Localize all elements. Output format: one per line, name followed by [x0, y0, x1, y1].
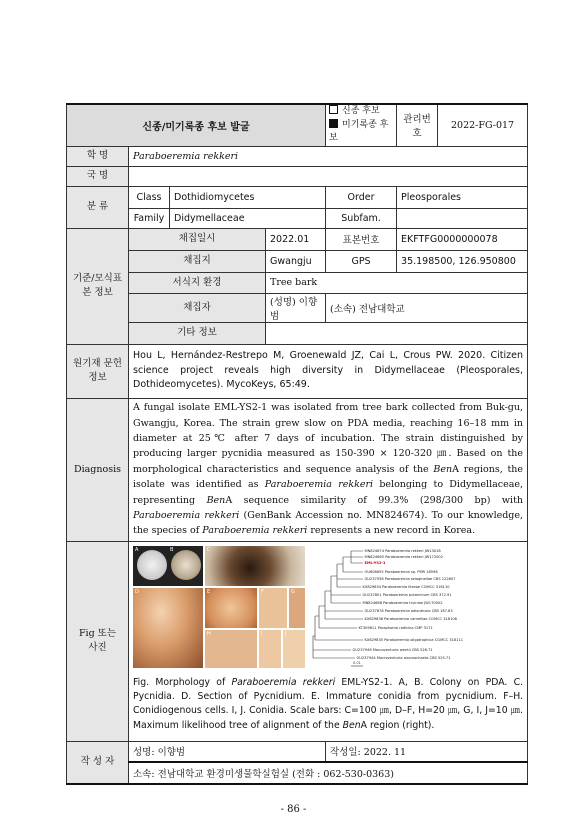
candidate-type-options [326, 104, 397, 146]
panel-label: J [285, 630, 287, 637]
tree-taxon-labels [353, 549, 464, 660]
colony-reverse-icon [171, 550, 201, 580]
tree-taxon-label: GU237946 Macroventuria wentii CBS 526.71 [352, 647, 433, 652]
gps-label: GPS [326, 250, 397, 272]
checkbox-empty-icon[interactable] [329, 105, 338, 114]
korean-name-label: 국 명 [67, 166, 129, 186]
photo-g-conidiogenous [289, 588, 305, 628]
photo-j-conidia [283, 630, 305, 668]
subfamily-value [397, 208, 528, 228]
author-name: 성명: 이향범 [129, 741, 326, 762]
option-unrecorded-species[interactable]: 미기록종 후보 [329, 119, 389, 143]
diagnosis-label: Diagnosis [67, 398, 129, 541]
scientific-name-value: Paraboeremia rekkeri [129, 146, 528, 166]
tree-branches [313, 551, 363, 658]
checkbox-filled-icon[interactable] [329, 119, 338, 128]
family-label: Family [129, 208, 170, 228]
panel-label: A [135, 546, 139, 553]
figure-label: Fig 또는 사진 [67, 541, 129, 741]
tree-taxon-label: MN824668 Paraboeremia truiniae JW170002 [362, 600, 443, 605]
collector-affiliation: (소속) 전남대학교 [326, 293, 528, 322]
collector-name: (성명) 이향범 [266, 293, 326, 322]
tree-taxon-label: EML-YS2-1 [364, 560, 386, 565]
photo-h-conidiogenous [205, 630, 257, 668]
candidate-species-table [66, 103, 528, 785]
diagnosis-text: A fungal isolate EML-YS2-1 was isolated from tree bark collected from Buk-gu, Gwangju, Korea. The strain grew slow on PDA media, reaching 16–18 mm in diameter at 25℃ after 7 days of incubation. The strain distinguished by producing larger pycnidia measured as 150-390 × 120-320 ㎛. Based on the morphological characteristics and sequence analysis of the BenA regions, the isolate was identified as Paraboeremia rekkeri belonging to Didymellaceae, representing BenA sequence similarity of 99.3% (298/300 bp) with Paraboeremia rekkeri (GenBank Accession no. MN824674). To our knowledge, the species of Paraboeremia rekkeri represents a new record in Korea. [129, 398, 528, 541]
panel-label: C [207, 546, 211, 553]
tree-taxon-label: GU237944 Macroventuria anomochaeta CBS 525.71 [356, 655, 451, 660]
photo-d-section [133, 588, 203, 668]
panel-label: G [291, 588, 295, 595]
collector-label: 채집자 [129, 293, 266, 322]
specimen-number-value: EKFTFG0000000078 [397, 228, 528, 250]
page-number: - 86 - [280, 804, 307, 815]
tree-taxon-label: MN824674 Paraboeremia rekkeri JW13018 [364, 548, 441, 553]
colony-plate-icon [137, 550, 167, 580]
korean-name-value [129, 166, 528, 186]
other-info-label: 기타 정보 [129, 322, 266, 344]
author-label: 작 성 자 [67, 741, 129, 784]
panel-label: F [261, 588, 264, 595]
order-label: Order [326, 186, 397, 208]
tree-taxon-label: GU237878 Paraboeremia adianticola CBS 187.83 [364, 608, 453, 613]
collection-site-value: Gwangju [266, 250, 326, 272]
habitat-label: 서식지 환경 [129, 272, 266, 293]
tree-taxon-label: OU608655 Paraboeremia sp. PMR 18598 [364, 569, 438, 574]
figure-cell [129, 541, 528, 741]
order-value: Pleosporales [397, 186, 528, 208]
management-number-label: 관리번호 [397, 104, 438, 146]
gps-value: 35.198500, 126.950800 [397, 250, 528, 272]
figure-plate [133, 546, 523, 668]
scientific-name-label: 학 명 [67, 146, 129, 166]
tree-taxon-label: KX829854 Paraboeremia litseae CGMCC 316110 [362, 584, 450, 589]
collection-site-label: 채집지 [129, 250, 266, 272]
photo-f-conidiogenous [259, 588, 287, 628]
scale-bar-label: 0.01 [353, 660, 361, 665]
management-number-value: 2022-FG-017 [438, 104, 528, 146]
phylogenetic-tree [311, 546, 528, 668]
photo-c-pycnidia [205, 546, 305, 586]
tree-taxon-label: GU237936 Paraboeremia selaginellae CBS 122607 [364, 576, 456, 581]
tree-taxon-label: MN824665 Paraboeremia rekkeri JW172002 [364, 554, 443, 559]
panel-label: H [207, 630, 211, 637]
reference-text: Hou L, Hernández-Restrepo M, Groenewald JZ, Cai L, Crous PW. 2020. Citizen science project reveals high diversity in Didymellaceae (Pleosporales, Dothideomycetes). MycoKeys, 65:49. [129, 344, 528, 398]
specimen-number-label: 표본번호 [326, 228, 397, 250]
panel-label: B [170, 546, 174, 553]
specimen-info-label: 기준/모식표 본 정보 [67, 228, 129, 344]
habitat-value: Tree bark [266, 272, 528, 293]
collection-date-label: 채집일시 [129, 228, 266, 250]
author-affiliation: 소속: 전남대학교 환경미생물학실험실 (전화 : 062-530-0363) [129, 762, 528, 784]
classification-label: 분 류 [67, 186, 129, 228]
photo-a-b-colonies [133, 546, 203, 586]
photo-i-conidia [259, 630, 281, 668]
reference-label: 원기재 문헌 정보 [67, 344, 129, 398]
family-value: Didymellaceae [170, 208, 326, 228]
subfamily-label: Subfam. [326, 208, 397, 228]
class-label: Class [129, 186, 170, 208]
panel-label: E [207, 588, 211, 595]
photo-e-immature-conidia [205, 588, 257, 628]
tree-taxon-label: KT309611 Paraphoma radicina CMP 3171 [358, 625, 433, 630]
tree-taxon-label: KX829835 Paraboeremia oligotrophica CGMCC 318111 [364, 637, 464, 642]
form-title: 신종/미기록종 후보 발굴 [67, 104, 326, 146]
option-new-species[interactable]: 신종 후보 [329, 105, 393, 119]
figure-caption: Fig. Morphology of Paraboeremia rekkeri EML-YS2-1. A, B. Colony on PDA. C. Pycnidia. D. Section of Pycnidium. E. Immature conidia from pycnidium. F–H. Conidiogenous cells. I, J. Conidia. Scale bars: C=100 ㎛, D–F, H=20 ㎛, G, I, J=10 ㎛. Maximum likelihood tree of alignment of the BenA region (right). [133, 676, 524, 731]
class-value: Dothidiomycetes [170, 186, 326, 208]
tree-taxon-label: KX829838 Paraboeremia camelliae CGMCC 318106 [364, 616, 457, 621]
other-info-value [266, 322, 528, 344]
author-date: 작성일: 2022. 11 [326, 741, 528, 762]
collection-date-value: 2022.01 [266, 228, 326, 250]
panel-label: D [135, 588, 139, 595]
panel-label: I [261, 630, 263, 637]
tree-taxon-label: GU237801 Paraboeremia putaminum CBS 372.91 [362, 592, 452, 597]
